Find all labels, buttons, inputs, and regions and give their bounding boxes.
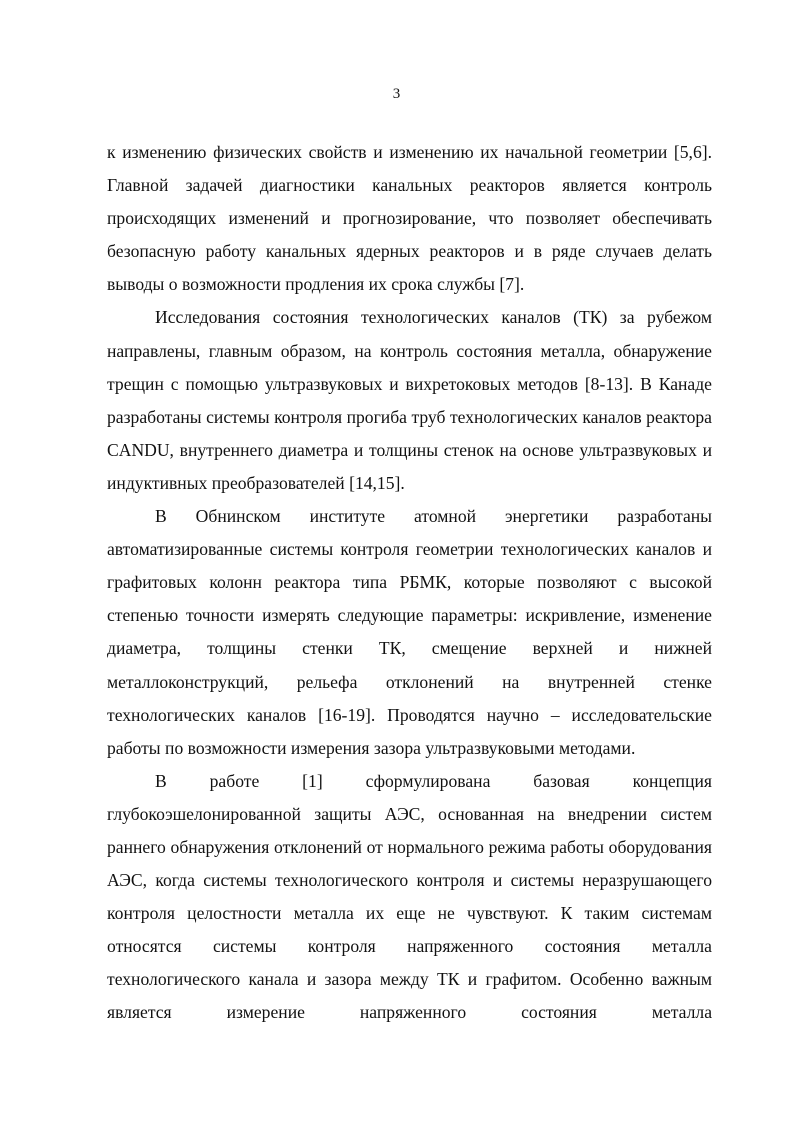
- paragraph-1: к изменению физических свойств и изменению их начальной геометрии [5,6]. Главной задачей диагностики канальных реакторов является контроль происходящих изменений и прогнозирование, что позволяет обеспечивать безопасную работу канальных ядерных реакторов и в ряде случаев делать выводы о возможности продления их срока службы [7].: [107, 142, 712, 295]
- paragraph-3: В Обнинском институте атомной энергетики разработаны автоматизированные системы контроля геометрии технологических каналов и графитовых колонн реактора типа РБМК, которые позволяют с высокой степенью точности измерять следующие параметры: искривление, изменение диаметра, толщины стенки ТК, смещение верхней и нижней металлоконструкций, рельефа отклонений на внутренней стенке технологических каналов [16-19]. Проводятся научно – исследовательские работы по возможности измерения зазора ультразвуковыми методами.: [107, 506, 712, 758]
- document-body: [107, 136, 712, 1030]
- paragraph-2: Исследования состояния технологических каналов (ТК) за рубежом направлены, главным образом, на контроль состояния металла, обнаружение трещин с помощью ультразвуковых и вихретоковых методов [8-13]. В Канаде разработаны системы контроля прогиба труб технологических каналов реактора CANDU, внутреннего диаметра и толщины стенок на основе ультразвуковых и индуктивных преобразователей [14,15].: [107, 307, 712, 493]
- paragraph-4: В работе [1] сформулирована базовая концепция глубокоэшелонированной защиты АЭС, основанная на внедрении систем раннего обнаружения отклонений от нормального режима работы оборудования АЭС, когда системы технологического контроля и системы неразрушающего контроля целостности металла их еще не чувствуют. К таким системам относятся системы контроля напряженного состояния металла технологического канала и зазора между ТК и графитом. Особенно важным является измерение напряженного состояния металла: [107, 770, 712, 1023]
- page-number: 3: [392, 86, 401, 102]
